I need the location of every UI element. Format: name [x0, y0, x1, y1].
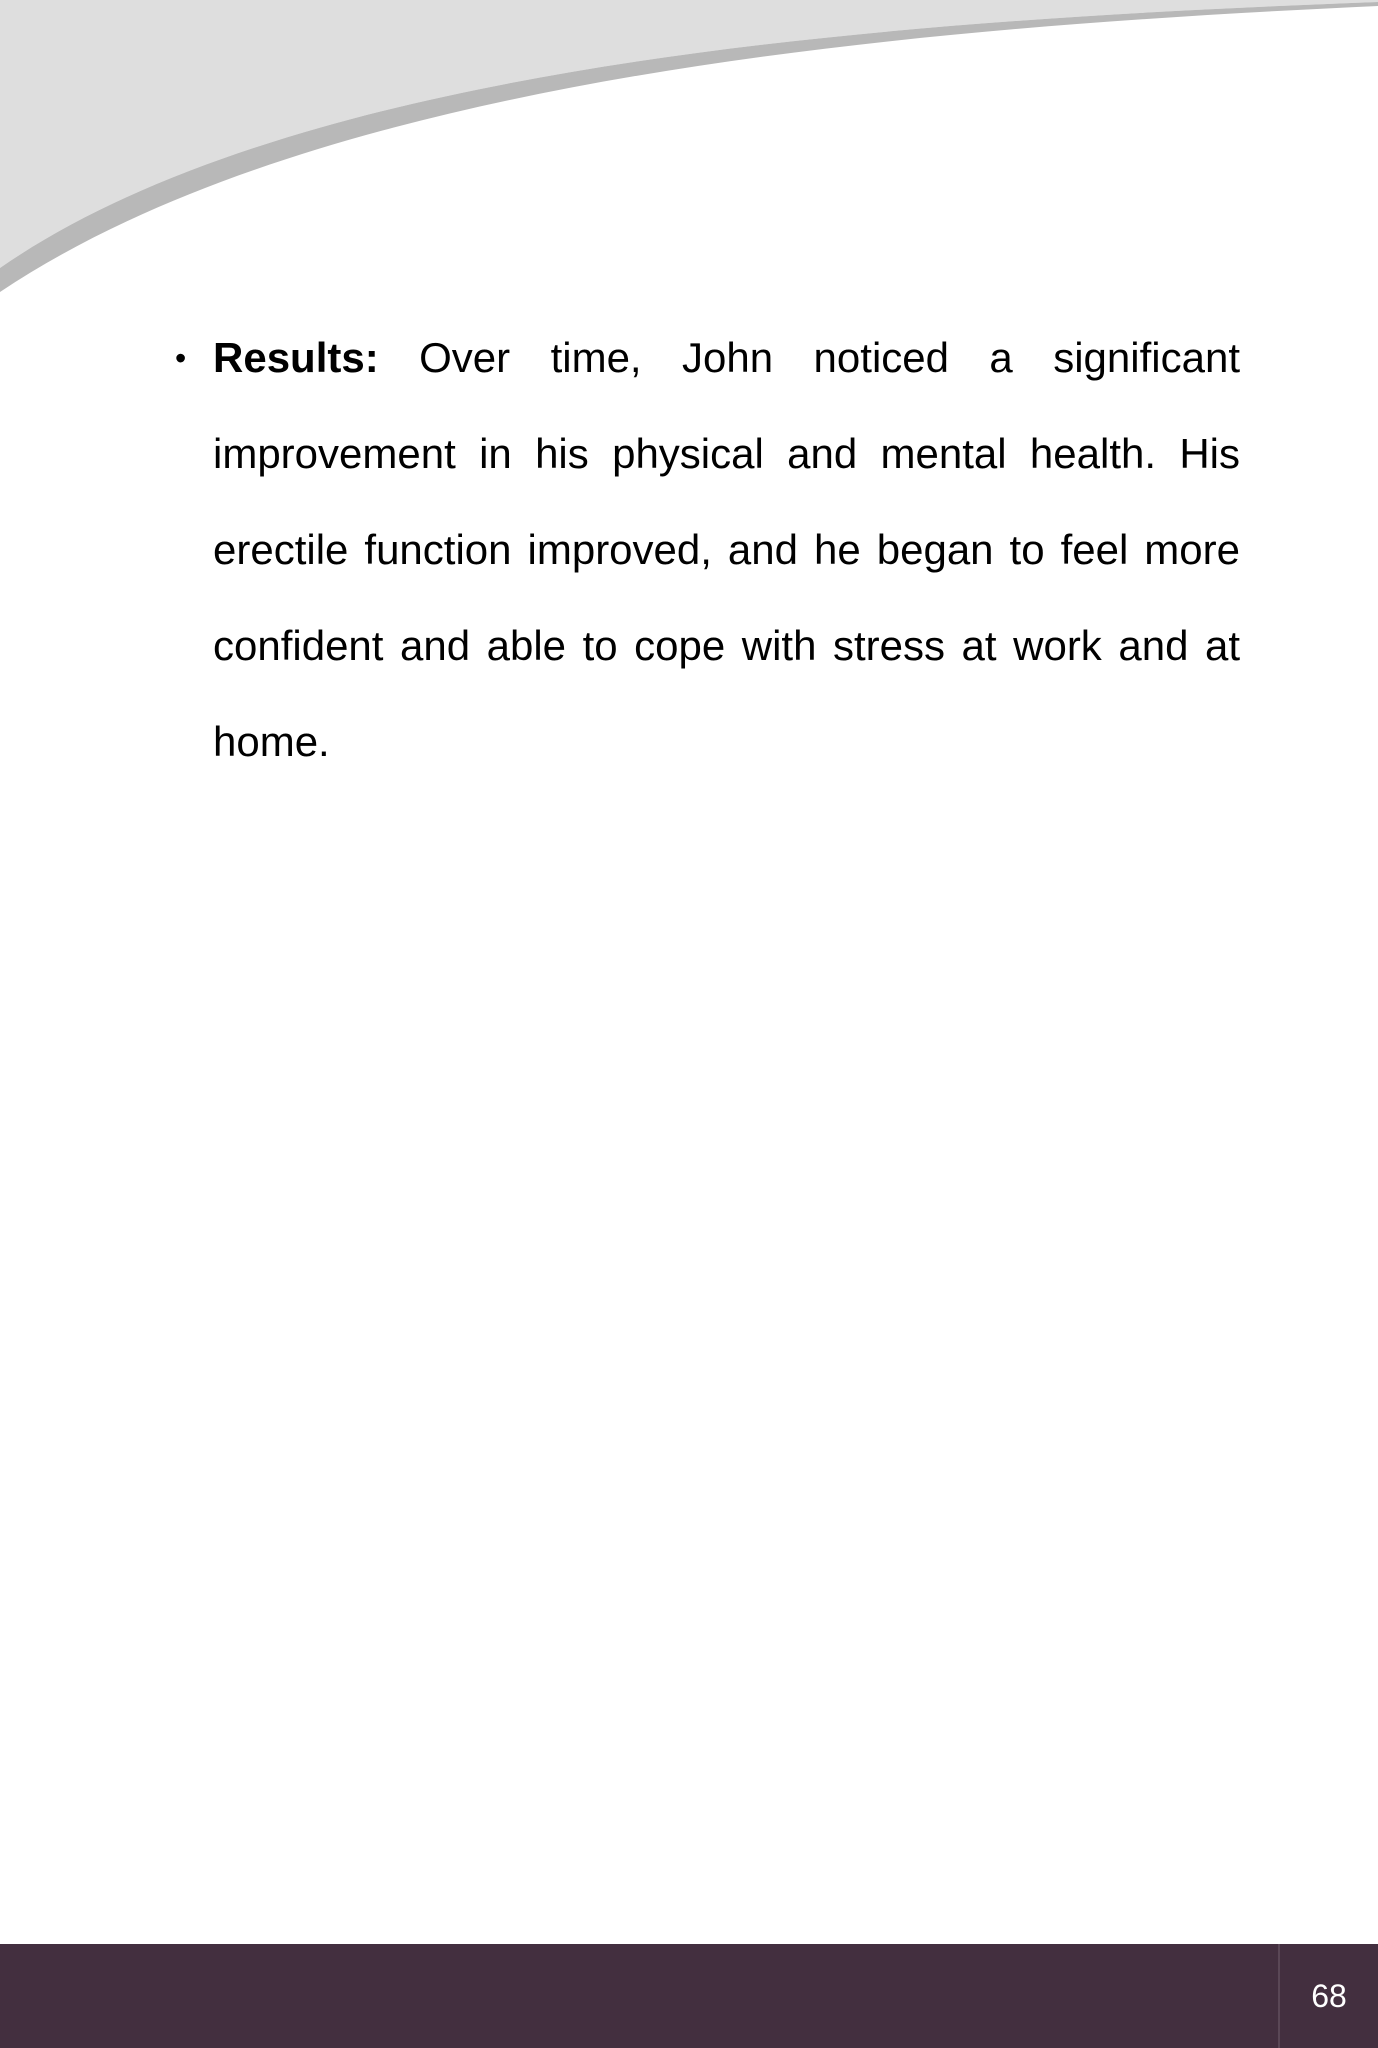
results-text: Over time, John noticed a significant improvement in his physical and mental health. His erectile function improved, and he began to feel more confident and able to cope with stress at work and at home.: [213, 334, 1240, 765]
page-content: [175, 310, 1240, 790]
results-bullet-item: [175, 310, 1240, 790]
footer-bar: [0, 1944, 1378, 2048]
swoosh-fill: [0, 0, 1378, 268]
results-label: Results:: [213, 334, 379, 381]
header-swoosh-decoration: [0, 0, 1378, 300]
page-number: 68: [1311, 1978, 1347, 2014]
bullet-marker: •: [175, 340, 187, 376]
